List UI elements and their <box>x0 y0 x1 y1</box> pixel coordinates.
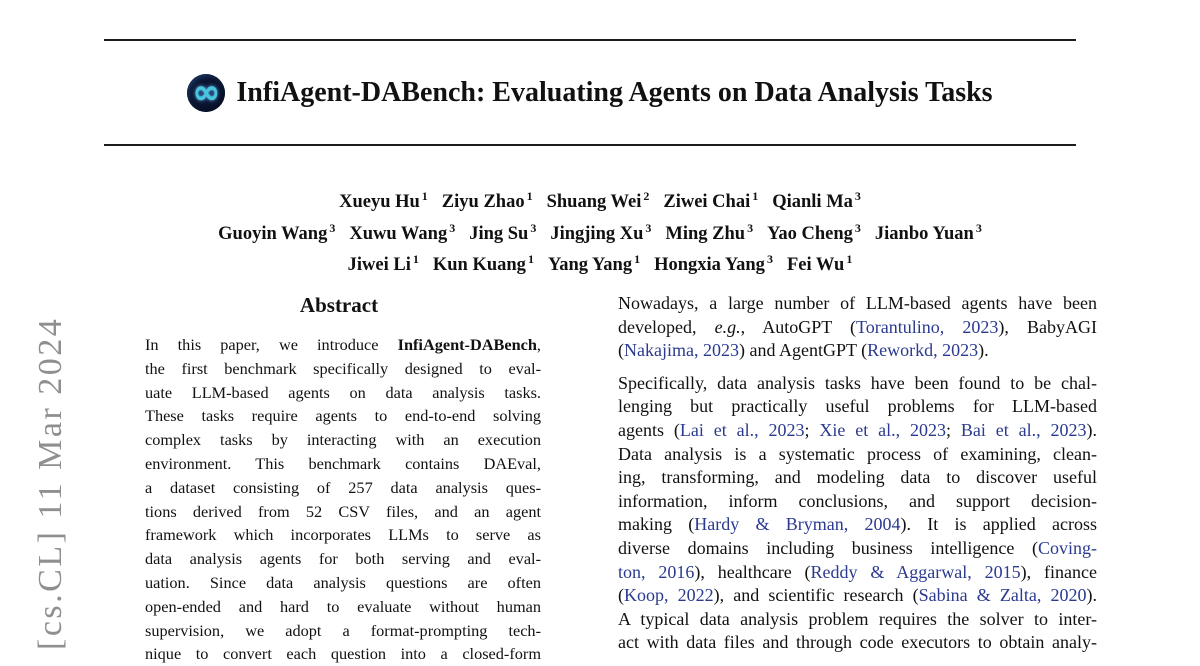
text-segment: ), BabyAGI <box>998 316 1097 337</box>
text-segment: agents ( <box>618 419 680 440</box>
text-line <box>618 372 1097 396</box>
affiliation-superscript: 3 <box>530 220 537 235</box>
text-line <box>618 490 1097 514</box>
text-segment: , <box>536 335 541 354</box>
author-name: Xueyu Hu $^1$ <box>339 189 428 213</box>
text-segment: uation. Since data analysis questions are often <box>145 572 541 592</box>
text-segment: Data analysis is a systematic process of examining, clean- <box>618 443 1097 464</box>
author-name: Hongxia Yang $^3$ <box>654 252 773 276</box>
text-segment: These tasks require agents to end-to-end solving <box>145 406 541 426</box>
author-line <box>60 216 1140 248</box>
text-line <box>145 357 541 381</box>
affiliation-superscript: 3 <box>975 220 982 235</box>
top-rule <box>104 39 1076 41</box>
citation-link[interactable]: Sabina & Zalta, 2020 <box>918 585 1087 606</box>
citation-link[interactable]: Torantulino, 2023 <box>856 316 999 337</box>
author-name: Shuang Wei $^2$ <box>546 189 650 213</box>
text-segment: ; <box>804 419 820 440</box>
text-segment: nique to convert each question into a closed-form <box>145 644 541 664</box>
text-line <box>618 466 1097 490</box>
text-line <box>618 419 1097 443</box>
text-line <box>145 452 541 476</box>
text-line <box>145 571 541 595</box>
author-name: Yang Yang $^1$ <box>547 252 641 276</box>
text-segment: making ( <box>618 514 695 535</box>
affiliation-superscript: 3 <box>645 220 652 235</box>
author-name: Jing Su $^3$ <box>469 220 537 244</box>
text-line <box>145 476 541 500</box>
author-name: Fei Wu $^1$ <box>786 252 853 276</box>
citation-link[interactable]: Koop, 2022 <box>624 585 714 606</box>
text-segment: information, inform conclusions, and support decision- <box>618 490 1097 511</box>
text-segment: ing, transforming, and modeling data to discover useful <box>618 467 1097 488</box>
infinity-glyph-icon: ∞ <box>192 71 221 111</box>
arxiv-watermark: [cs.CL] 11 Mar 2024 <box>32 316 69 650</box>
affiliation-superscript: 3 <box>747 220 754 235</box>
text-segment: uate LLM-based agents on data analysis tasks. <box>145 382 541 402</box>
affiliation-superscript: 3 <box>329 220 336 235</box>
abstract-heading: Abstract <box>299 293 379 317</box>
text-segment: ; <box>945 419 961 440</box>
paragraph <box>618 292 1097 363</box>
text-segment: In this paper, we introduce <box>145 335 398 354</box>
text-segment: framework which incorporates LLMs to serve as <box>145 525 541 545</box>
text-segment: developed, <box>618 316 715 337</box>
citation-link[interactable]: ton, 2016 <box>618 561 695 582</box>
text-segment: complex tasks by interacting with an execution <box>145 430 541 450</box>
right-column <box>618 292 1097 664</box>
citation-link[interactable]: Reddy & Aggarwal, 2015 <box>810 561 1021 582</box>
citation-link[interactable]: Coving- <box>1037 537 1097 558</box>
text-segment: diverse domains including business intelligence ( <box>618 537 1038 558</box>
author-name: Ziwei Chai $^1$ <box>663 189 759 213</box>
title-block <box>104 71 1076 112</box>
citation-link[interactable]: Reworkd, 2023 <box>867 340 979 361</box>
affiliation-superscript: 2 <box>643 189 650 203</box>
text-segment: ) and AgentGPT ( <box>738 340 868 361</box>
left-column <box>100 292 578 666</box>
author-name: Jiwei Li $^1$ <box>347 252 419 276</box>
text-line <box>618 443 1097 467</box>
text-line <box>145 523 541 547</box>
text-line <box>145 333 541 357</box>
affiliation-superscript: 3 <box>449 220 456 235</box>
text-segment: ), finance <box>1020 561 1097 582</box>
text-segment: InfiAgent-DABench <box>397 335 537 354</box>
text-segment: open-ended and hard to evaluate without human <box>145 596 541 616</box>
affiliation-superscript: 1 <box>634 252 641 267</box>
text-line <box>145 642 541 666</box>
text-line <box>618 513 1097 537</box>
author-name: Yao Cheng $^3$ <box>767 220 861 244</box>
text-line <box>145 595 541 619</box>
abstract-body <box>145 333 541 666</box>
affiliation-superscript: 3 <box>854 189 861 203</box>
text-line <box>618 395 1097 419</box>
citation-link[interactable]: Xie et al., 2023 <box>819 419 946 440</box>
text-line <box>145 404 541 428</box>
author-name: Jingjing Xu $^3$ <box>550 220 652 244</box>
text-line <box>618 631 1097 655</box>
text-segment: supervision, we adopt a format-prompting tech- <box>145 620 541 640</box>
author-name: Jianbo Yuan $^3$ <box>874 220 982 244</box>
author-name: Xuwu Wang $^3$ <box>349 220 456 244</box>
text-segment: ). <box>1086 585 1097 606</box>
title-bottom-rule <box>104 144 1076 146</box>
author-line <box>60 247 1140 279</box>
text-segment: act with data files and through code executors to obtain analy- <box>618 632 1097 653</box>
page-title: InfiAgent-DABench: Evaluating Agents on Data Analysis Tasks <box>236 77 993 108</box>
text-line <box>618 292 1097 316</box>
affiliation-superscript: 1 <box>527 252 534 267</box>
infiagent-logo-icon <box>187 71 225 112</box>
author-name: Guoyin Wang $^3$ <box>218 220 336 244</box>
citation-link[interactable]: Lai et al., 2023 <box>679 419 805 440</box>
citation-link[interactable]: Hardy & Bryman, 2004 <box>694 514 901 535</box>
text-segment: , AutoGPT ( <box>740 316 857 337</box>
affiliation-superscript: 1 <box>526 189 533 203</box>
affiliation-superscript: 1 <box>752 189 759 203</box>
text-line <box>618 537 1097 561</box>
text-segment: data analysis agents for both serving and eval- <box>145 549 541 569</box>
affiliation-superscript: 1 <box>421 189 428 203</box>
text-segment: Specifically, data analysis tasks have been found to be chal- <box>618 372 1097 393</box>
affiliation-superscript: 1 <box>412 252 419 267</box>
affiliation-superscript: 3 <box>854 220 861 235</box>
citation-link[interactable]: Nakajima, 2023 <box>624 340 739 361</box>
text-segment: ), healthcare ( <box>694 561 811 582</box>
text-line <box>145 428 541 452</box>
text-segment: tions derived from 52 CSV files, and an agent <box>145 501 541 521</box>
authors-block <box>60 184 1140 279</box>
text-segment: Nowadays, a large number of LLM-based agents have been <box>618 293 1097 313</box>
text-segment: a dataset consisting of 257 data analysis ques- <box>145 477 541 497</box>
text-line <box>618 316 1097 340</box>
text-segment: ). It is applied across <box>900 514 1097 535</box>
text-segment: ( <box>618 585 624 606</box>
author-name: Ming Zhu $^3$ <box>665 220 754 244</box>
text-segment: lenging but practically useful problems for LLM-based <box>618 396 1097 417</box>
text-segment: ( <box>618 340 624 361</box>
author-name: Kun Kuang $^1$ <box>432 252 534 276</box>
author-name: Ziyu Zhao $^1$ <box>441 189 533 213</box>
text-line <box>145 619 541 643</box>
text-line <box>145 381 541 405</box>
text-segment: the first benchmark specifically designed to eval- <box>145 358 541 378</box>
affiliation-superscript: 1 <box>846 252 853 267</box>
text-segment: ). <box>978 340 989 361</box>
text-segment: ), and scientific research ( <box>713 585 919 606</box>
text-line <box>618 584 1097 608</box>
text-segment: ). <box>1086 419 1097 440</box>
text-line <box>145 547 541 571</box>
paragraph <box>618 372 1097 655</box>
title-wrap <box>187 71 993 112</box>
citation-link[interactable]: Bai et al., 2023 <box>960 419 1087 440</box>
text-line <box>618 339 1097 363</box>
text-segment: environment. This benchmark contains DAEval, <box>145 453 541 473</box>
author-name: Qianli Ma $^3$ <box>772 189 861 213</box>
text-line <box>618 608 1097 632</box>
text-segment: e.g. <box>714 316 741 337</box>
affiliation-superscript: 3 <box>766 252 773 267</box>
text-segment: A typical data analysis problem requires the solver to inter- <box>618 608 1097 629</box>
text-line <box>145 500 541 524</box>
author-line <box>60 184 1140 216</box>
text-line <box>618 561 1097 585</box>
